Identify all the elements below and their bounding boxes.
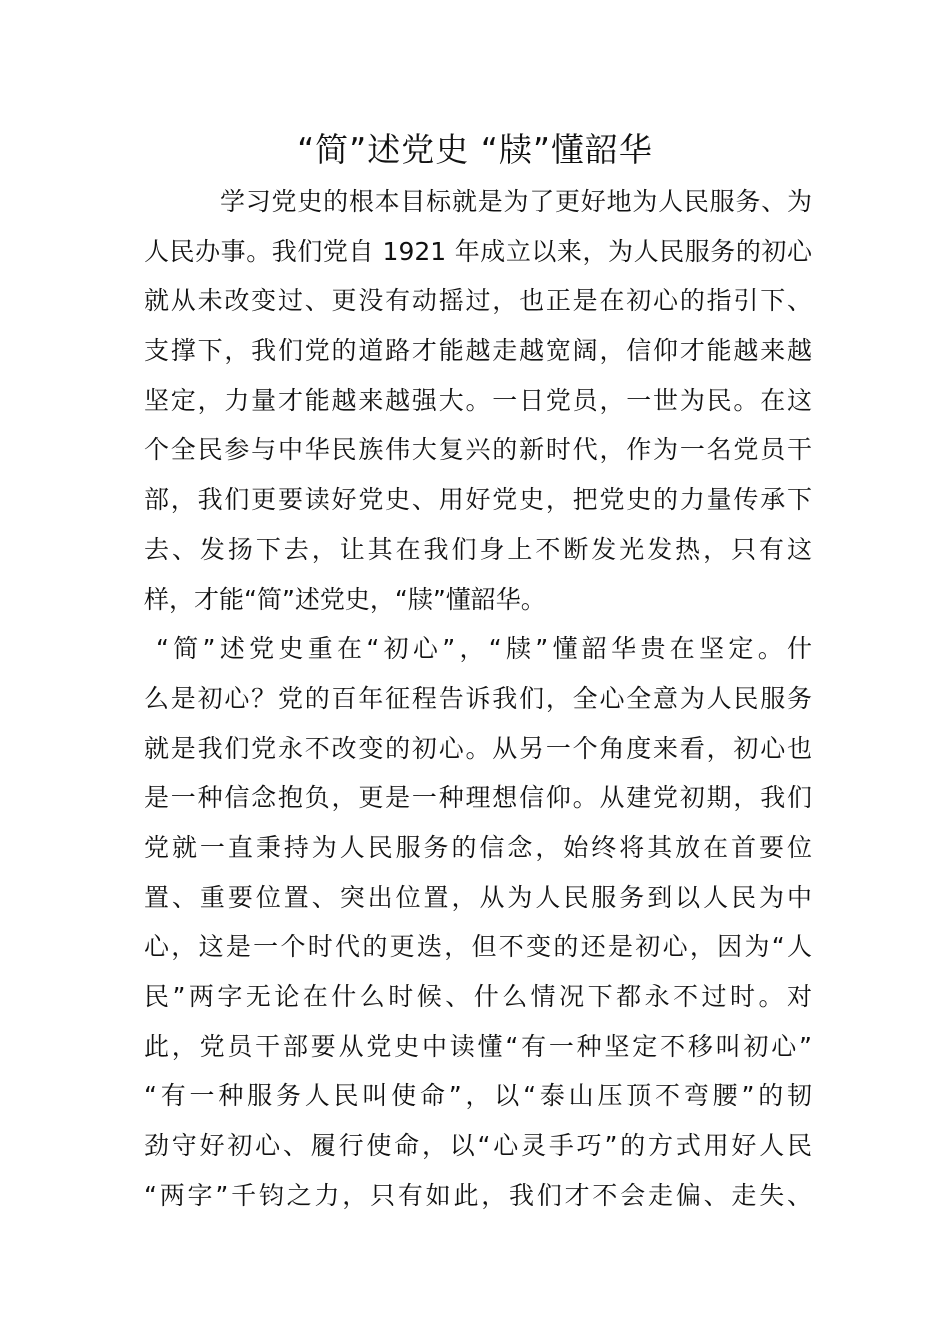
paragraph-line: “有一种服务人民叫使命”，以“泰山压顶不弯腰”的韧 — [144, 1081, 812, 1111]
paragraph-2 — [144, 624, 812, 1220]
paragraph-line: “两字”千钧之力，只有如此，我们才不会走偏、走失、 — [144, 1180, 812, 1210]
paragraph-line: 置、重要位置、突出位置，从为人民服务到以人民为中 — [144, 882, 812, 912]
paragraph-line: 劲守好初心、履行使命，以“心灵手巧”的方式用好人民 — [144, 1131, 812, 1161]
paragraph-line: 党就一直秉持为人民服务的信念，始终将其放在首要位 — [144, 832, 812, 862]
paragraph-line: 是一种信念抱负，更是一种理想信仰。从建党初期，我们 — [144, 783, 812, 813]
paragraph-1 — [144, 177, 812, 624]
document-title: “简”述党史 “牍”懂韶华 — [297, 130, 653, 169]
paragraph-line: 心，这是一个时代的更迭，但不变的还是初心，因为“人 — [144, 932, 812, 962]
paragraph-line: 此，党员干部要从党史中读懂“有一种坚定不移叫初心” — [144, 1031, 812, 1061]
paragraph-line: 就从未改变过、更没有动摇过，也正是在初心的指引下、 — [144, 286, 812, 316]
paragraph-line: 坚定，力量才能越来越强大。一日党员，一世为民。在这 — [144, 385, 812, 415]
document-body — [144, 177, 812, 1220]
paragraph-line: 样，才能“简”述党史，“牍”懂韶华。 — [144, 584, 546, 614]
paragraph-line: 部，我们更要读好党史、用好党史，把党史的力量传承下 — [144, 485, 812, 515]
paragraph-line: “简”述党史重在“初心”，“牍”懂韶华贵在坚定。什 — [156, 634, 812, 664]
paragraph-line: 民”两字无论在什么时候、什么情况下都永不过时。对 — [144, 982, 812, 1011]
paragraph-line: 个全民参与中华民族伟大复兴的新时代，作为一名党员干 — [144, 435, 812, 465]
paragraph-line: 人民办事。我们党自 1921 年成立以来，为人民服务的初心 — [144, 236, 812, 266]
paragraph-line: 么是初心？党的百年征程告诉我们，全心全意为人民服务 — [144, 683, 812, 713]
paragraph-line: 就是我们党永不改变的初心。从另一个角度来看，初心也 — [144, 733, 812, 763]
paragraph-line: 去、发扬下去，让其在我们身上不断发光发热，只有这 — [144, 534, 812, 564]
paragraph-line: 学习党史的根本目标就是为了更好地为人民服务、为 — [220, 187, 812, 216]
paragraph-line: 支撑下，我们党的道路才能越走越宽阔，信仰才能越来越 — [144, 336, 812, 366]
